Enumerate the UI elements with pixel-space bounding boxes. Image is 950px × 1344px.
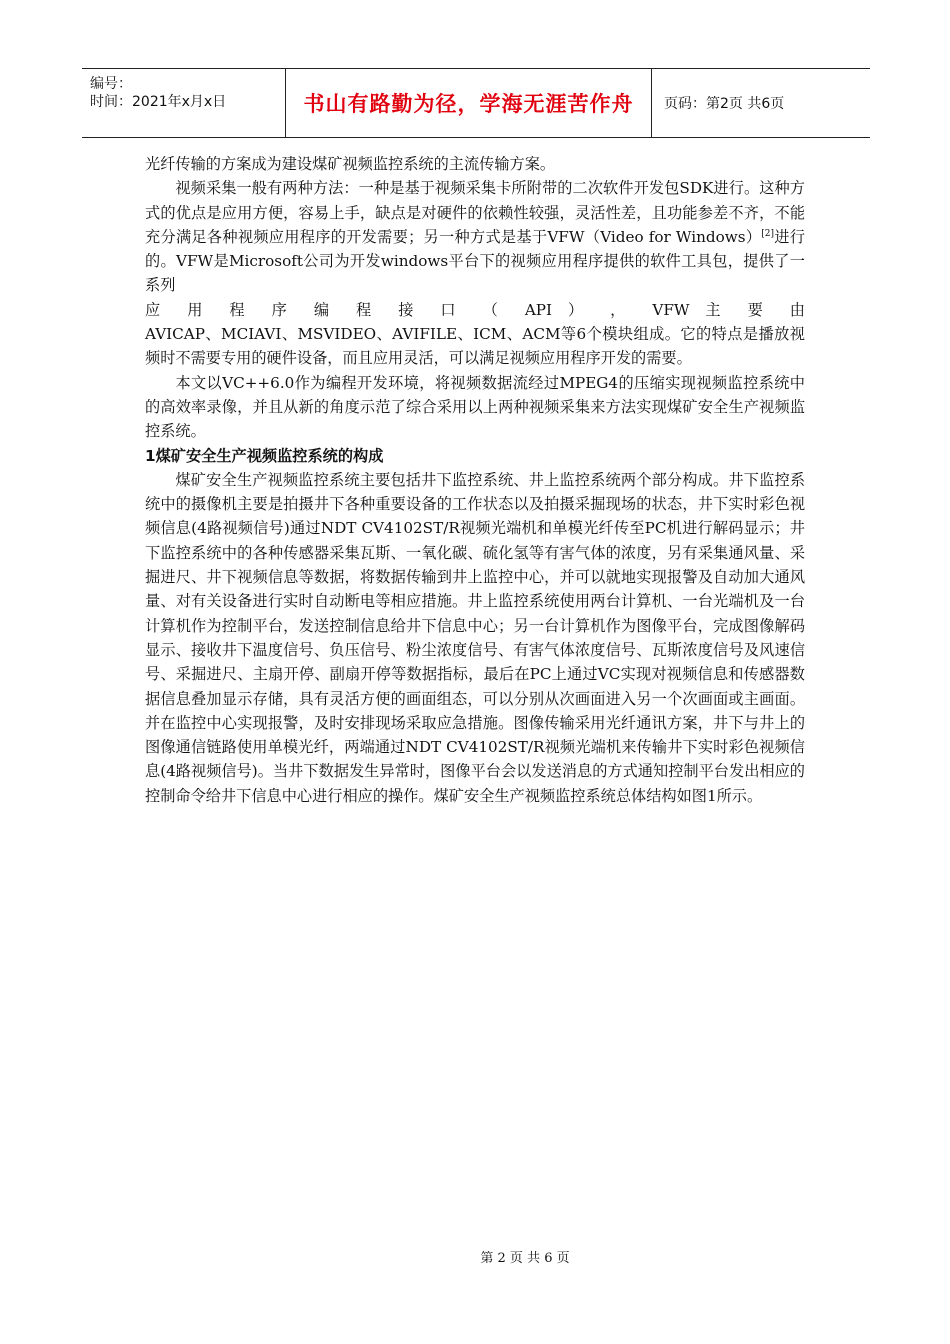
- paragraph-video-capture: [145, 176, 805, 297]
- paragraph-continued: 光纤传输的方案成为建设煤矿视频监控系统的主流传输方案。: [145, 155, 556, 173]
- paragraph-this-paper: 本文以VC++6.0作为编程开发环境，将视频数据流经过MPEG4的压缩实现视频监控系统中的高效率录像，并且从新的角度示范了综合采用以上两种视频采集来方法实现煤矿安全生产视频监控系统。: [145, 373, 805, 441]
- header-page-number: 页码：第2页 共6页: [664, 96, 785, 112]
- document-code-label: 编号：: [90, 76, 132, 92]
- header-motto: 书山有路勤为径，学海无涯苦作舟: [286, 69, 652, 137]
- paragraph-spread-line: 应 用 程 序 编 程 接 口 （ API ） ， VFW 主 要 由: [145, 300, 805, 319]
- header-meta: [82, 69, 286, 137]
- page-header: [82, 68, 870, 138]
- paragraph-vfw-modules: AVICAP、MCIAVI、MSVIDEO、AVIFILE、ICM、ACM等6个模块组成。它的特点是播放视频时不需要专用的硬件设备，而且应用灵活，可以满足视频应用程序开发的需要。: [145, 325, 805, 368]
- document-date: 时间：2021年x月x日: [90, 94, 227, 110]
- document-body: [145, 152, 805, 808]
- citation-ref: [2]: [761, 228, 775, 239]
- paragraph-text: 视频采集一般有两种方法：一种是基于视频采集卡所附带的二次软件开发包SDK进行。这种方式的优点是应用方便，容易上手，缺点是对硬件的依赖性较强，灵活性差，且功能参差不齐，不能充分满足各种视频应用程序的开发需要；另一种方式是基于VFW（Video for Windows）: [145, 179, 805, 246]
- footer-page-number: 第 2 页 共 6 页: [480, 1251, 570, 1266]
- page-footer: [0, 1247, 950, 1266]
- paragraph-system-structure: 煤矿安全生产视频监控系统主要包括井下监控系统、井上监控系统两个部分构成。井下监控系统中的摄像机主要是拍摄井下各种重要设备的工作状态以及拍摄采掘现场的状态，井下实时彩色视频信息(4路视频信号)通过NDT CV4102ST/R视频光端机和单模光纤传至PC机进行解码显示；井下监控系统中的各种传感器采集瓦斯、一氧化碳、硫化氢等有害气体的浓度，另有采集通风量、采掘进尺、井下视频信息等数据，将数据传输到井上监控中心，并可以就地实现报警及自动加大通风量、对有关设备进行实时自动断电等相应措施。井上监控系统使用两台计算机、一台光端机及一台计算机作为控制平台，发送控制信息给井下信息中心；另一台计算机作为图像平台，完成图像解码显示、接收井下温度信号、负压信号、粉尘浓度信号、有害气体浓度信号、瓦斯浓度信号及风速信号、采掘进尺、主扇开停、副扇开停等数据指标，最后在PC上通过VC实现对视频信息和传感器数据信息叠加显示存储，具有灵活方便的画面组态，可以分别从次画面进入另一个次画面或主画面。并在监控中心实现报警，及时安排现场采取应急措施。图像传输采用光纤通讯方案，井下与井上的图像通信链路使用单模光纤，两端通过NDT CV4102ST/R视频光端机来传输井下实时彩色视频信息(4路视频信号)。当井下数据发生异常时，图像平台会以发送消息的方式通知控制平台发出相应的控制命令给井下信息中心进行相应的操作。煤矿安全生产视频监控系统总体结构如图1所示。: [145, 470, 805, 805]
- paragraph-text: 进行的。VFW是Microsoft公司为开发windows平台下的视频应用程序提供的软件工具包，提供了一系列: [145, 227, 805, 295]
- section-heading: 1煤矿安全生产视频监控系统的构成: [145, 446, 384, 465]
